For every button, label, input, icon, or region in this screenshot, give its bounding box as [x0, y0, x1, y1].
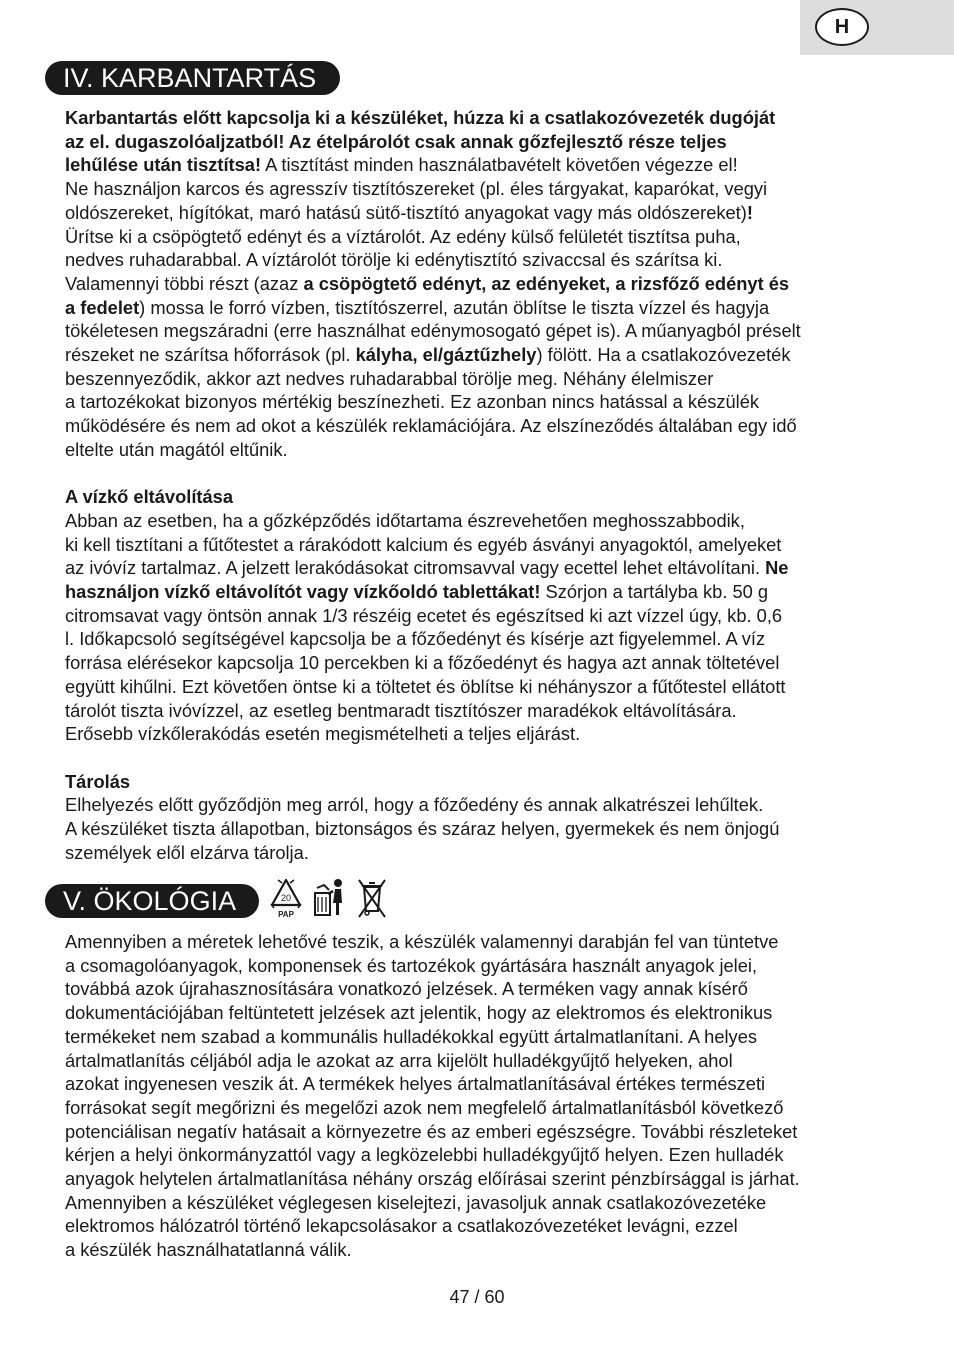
language-tab [800, 0, 954, 55]
maintenance-intro [65, 106, 895, 462]
text-line: Abban az esetben, ha a gőzképződés időtartama észrevehetően meghosszabbodik, [65, 509, 745, 531]
text-line: forrásokat segít megőrizni és megelőzi azok nem megfelelő ártalmatlanításból következő [65, 1096, 784, 1118]
text-line: a készülék használhatatlanná válik. [65, 1239, 352, 1261]
svg-text:20: 20 [280, 893, 292, 903]
text-line: termékeket nem szabad a kommunális hulladékokkal együtt ártalmatlanítani. A helyes [65, 1025, 758, 1047]
text-line: azokat ingyenesen veszik át. A termékek helyes ártalmatlanításával értékes természeti [65, 1073, 766, 1095]
text-line: ki kell tisztítani a fűtőtestet a rárakódott kalcium és egyéb ásványi anyagoktól, amelyeket [65, 533, 782, 555]
text-line: a fedelet) mossa le forró vízben, tisztítószerrel, azután öblítse le tiszta vízzel és hagyja [65, 296, 770, 318]
text-line: továbbá azok újrahasznosítására vonatkozó jelzések. A terméken vagy annak kísérő [65, 978, 748, 1000]
text-line: l. Időkapcsoló segítségével kapcsolja be a főzőedényt és kísérje azt figyelemmel. A víz [65, 628, 766, 650]
text-line: ártalmatlanítás céljából adja le azokat az arra kijelölt hulladékgyűjtő helyeken, ahol [65, 1049, 733, 1071]
text-line: az el. dugaszolóaljzatból! Az ételpárolót csak annak gőzfejlesztő része teljes [65, 130, 727, 152]
storage-text [65, 793, 895, 864]
maintenance-section [65, 106, 895, 864]
section-heading-maintenance: IV. KARBANTARTÁS [45, 61, 340, 95]
text-line: oldószereket, hígítókat, maró hatású sütő-tisztító anyagokat vagy más oldószereket)! [65, 201, 753, 223]
text-line: részeket ne szárítsa hőforrások (pl. kályha, el/gáztűzhely) fölött. Ha a csatlakozóvezeték [65, 344, 791, 366]
descaling-text [65, 509, 895, 746]
text-line: a tartozékokat bizonyos mértékig beszínezheti. Ez azonban nincs hatással a készülék [65, 391, 760, 413]
text-line: Ürítse ki a csöpögtető edényt és a víztárolót. Az edény külső felületét tisztítsa puha, [65, 225, 741, 247]
text-line: működésére és nem ad okot a készülék reklamációjára. Az elszíneződés általában egy idő [65, 415, 797, 437]
text-line: Ne használjon karcos és agresszív tisztítószereket (pl. éles tárgyakat, kaparókat, vegyi [65, 178, 768, 200]
text-line: A készüléket tiszta állapotban, biztonságos és száraz helyen, gyermekek és nem önjogú [65, 818, 780, 840]
tidyman-icon [312, 877, 346, 919]
storage-title: Tárolás [65, 770, 131, 792]
section-heading-ecology: V. ÖKOLÓGIA [45, 884, 259, 918]
text-line: potenciálisan negatív hatásait a környezetre és az emberi egészségre. További részleteket [65, 1120, 798, 1142]
text-line: Amennyiben a méretek lehetővé teszik, a készülék valamennyi darabján fel van tüntetve [65, 931, 779, 952]
text-line: Amennyiben a készüléket véglegesen kiselejtezi, javasoljuk annak csatlakozóvezetéke [65, 1191, 767, 1213]
text-line: kérjen a helyi önkormányzattól vagy a legközelebbi hulladékgyűjtő helyen. Ezen hulladék [65, 1144, 784, 1166]
text-line: nedves ruhadarabbal. A víztárolót törölje ki edénytisztító szivaccsal és szárítsa ki. [65, 249, 723, 271]
text-line: Erősebb vízkőlerakódás esetén megismételheti a teljes eljárást. [65, 723, 581, 745]
ecology-section [65, 930, 895, 1262]
page-number: 47 / 60 [449, 1287, 505, 1307]
text-line: beszennyeződik, akkor azt nedves ruhadarabbal törölje meg. Néhány élelmiszer [65, 367, 714, 389]
recycle-pap-icon [268, 877, 304, 919]
descaling-title: A vízkő eltávolítása [65, 486, 233, 508]
text-line: anyagok helytelen ártalmatlanítása néhány ország előírásai szerint pénzbírsággal is járhat. [65, 1168, 800, 1190]
text-line: dokumentációjában feltüntetett jelzések azt jelentik, hogy az elektromos és elektronikus [65, 1002, 773, 1024]
text-line: tárolót tiszta ivóvízzel, az esetleg bentmaradt tisztítószer maradékok eltávolítására. [65, 699, 737, 721]
text-line: elektromos hálózatról történő lekapcsolásakor a csatlakozóvezetéket levágni, ezzel [65, 1215, 738, 1237]
text-line: személyek elől elzárva tárolja. [65, 841, 309, 863]
text-line: együtt kihűlni. Ezt követően öntse ki a töltetet és öblítse ki néhányszor a fűtőtestel ellátott [65, 675, 786, 697]
svg-text:PAP: PAP [278, 910, 294, 919]
eco-icons [268, 877, 393, 919]
text-line: az ivóvíz tartalmaz. A jelzett lerakódásokat citromsavval vagy ecettel lehet eltávolítani. Ne [65, 557, 789, 579]
text-line: a csomagolóanyagok, komponensek és tartozékok gyártására használt anyagok jelei, [65, 954, 758, 976]
text-line: használjon vízkő eltávolítót vagy vízkőoldó tablettákat! Szórjon a tartályba kb. 50 g [65, 581, 769, 603]
text-line: lehűlése után tisztítsa! A tisztítást minden használatbavételt követően végezze el! [65, 154, 738, 176]
language-badge: H [815, 8, 869, 46]
text-line: Valamennyi többi részt (azaz a csöpögtető edényt, az edényeket, a rizsfőző edényt és [65, 272, 790, 294]
text-line: forrása elérésekor kapcsolja 10 percekben ki a főzőedényt és hagya azt annak töltetével [65, 652, 780, 674]
text-line: eltelte után magától eltűnik. [65, 438, 288, 460]
text-line: citromsavat vagy öntsön annak 1/3 részéig ecetet és egészítsed ki azt vízzel úgy, kb. 0,6 [65, 604, 783, 626]
ecology-text [65, 930, 895, 1262]
text-line: Elhelyezés előtt győződjön meg arról, hogy a főzőedény és annak alkatrészei lehűltek. [65, 794, 764, 816]
text-line: tökéletesen megszáradni (erre használhat edénymosogató gépet is). A műanyagból préselt [65, 320, 801, 342]
crossed-bin-icon [355, 877, 389, 919]
text-line: Karbantartás előtt kapcsolja ki a készüléket, húzza ki a csatlakozóvezeték dugóját [65, 107, 776, 128]
